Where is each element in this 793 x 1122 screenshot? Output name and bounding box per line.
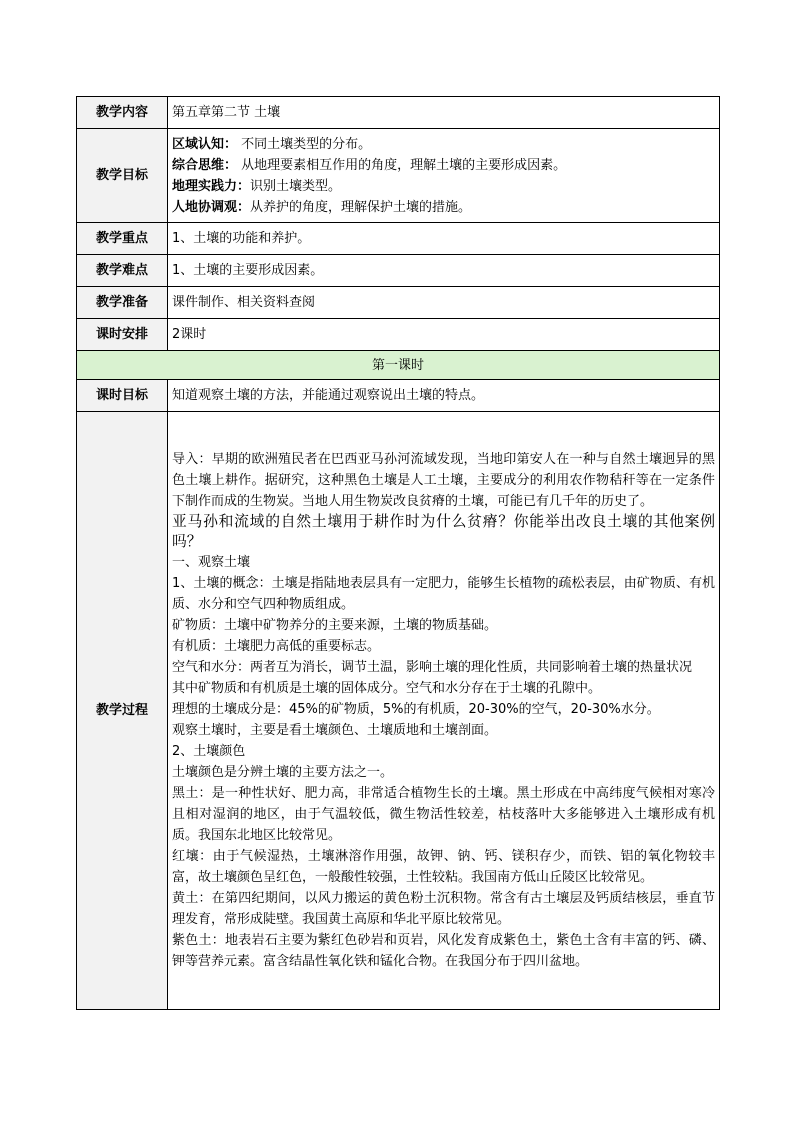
first-lesson-title: 第一课时 (77, 351, 720, 380)
label-teaching-content: 教学内容 (77, 97, 168, 129)
goal-item (172, 134, 715, 155)
label-lesson-goal: 课时目标 (77, 380, 168, 412)
goal-key: 地理实践力： (172, 178, 251, 194)
goal-key: 人地协调观： (172, 199, 251, 215)
process-paragraph: 导入：早期的欧洲殖民者在巴西亚马孙河流域发现，当地印第安人在一种与自然土壤迥异的黑色土壤上耕作。据研究，这种黑色土壤是人工土壤，主要成分的利用农作物秸秆等在一定条件下制作而成的生物炭。当地人用生物炭改良贫瘠的土壤，可能已有几千年的历史了。 (172, 452, 715, 510)
process-paragraph: 其中矿物质和有机质是土壤的固体成分。空气和水分存在于土壤的孔隙中。 (172, 680, 602, 696)
label-teaching-goals: 教学目标 (77, 129, 168, 223)
goal-text: 识别土壤类型。 (250, 178, 342, 194)
goal-item (172, 155, 715, 176)
process-paragraph: 有机质：土壤肥力高低的重要标志。 (172, 638, 381, 654)
goal-text: 不同土壤类型的分布。 (241, 136, 372, 152)
row-key-points (77, 223, 720, 255)
row-difficulties (77, 255, 720, 287)
process-paragraph: 观察土壤时，主要是看土壤颜色、土壤质地和土壤剖面。 (172, 722, 498, 738)
label-key-points: 教学重点 (77, 223, 168, 255)
value-lesson-goal: 知道观察土壤的方法，并能通过观察说出土壤的特点。 (168, 380, 720, 412)
process-paragraph: 空气和水分：两者互为消长，调节土温，影响土壤的理化性质，共同影响着土壤的热量状况 (172, 659, 693, 675)
process-paragraph: 红壤：由于气候湿热，土壤淋溶作用强，故钾、钠、钙、镁积存少，而铁、铝的氧化物较丰富，故土壤颜色呈红色，一般酸性较强，土性较粘。我国南方低山丘陵区比较常见。 (172, 848, 715, 885)
row-teaching-content (77, 97, 720, 129)
value-teaching-process (168, 412, 720, 1010)
row-teaching-goals (77, 129, 720, 223)
value-key-points: 1、土壤的功能和养护。 (168, 223, 720, 255)
label-schedule: 课时安排 (77, 319, 168, 351)
lesson-plan-table (76, 96, 720, 1010)
process-paragraph: 理想的土壤成分是：45%的矿物质，5%的有机质，20-30%的空气，20-30%水分。 (172, 701, 660, 717)
value-teaching-content: 第五章第二节 土壤 (168, 97, 720, 129)
value-difficulties: 1、土壤的主要形成因素。 (168, 255, 720, 287)
row-lesson-goal (77, 380, 720, 412)
label-preparation: 教学准备 (77, 287, 168, 319)
goal-item (172, 197, 715, 218)
process-paragraph: 一、观察土壤 (172, 554, 251, 570)
goal-key: 区域认知： (172, 136, 238, 152)
row-teaching-process (77, 412, 720, 1010)
value-teaching-goals (168, 129, 720, 223)
goal-item (172, 176, 715, 197)
process-paragraph: 亚马孙和流域的自然土壤用于耕作时为什么贫瘠？你能举出改良土壤的其他案例吗？ (172, 513, 715, 550)
goal-text: 从地理要素相互作用的角度，理解土壤的主要形成因素。 (241, 157, 567, 173)
label-teaching-process: 教学过程 (77, 412, 168, 1010)
row-schedule (77, 319, 720, 351)
process-paragraph: 土壤颜色是分辨土壤的主要方法之一。 (172, 764, 394, 780)
row-first-lesson (77, 351, 720, 380)
process-paragraph: 1、土壤的概念：土壤是指陆地表层具有一定肥力，能够生长植物的疏松表层，由矿物质、有机质、水分和空气四种物质组成。 (172, 575, 715, 612)
value-preparation: 课件制作、相关资料查阅 (168, 287, 720, 319)
row-preparation (77, 287, 720, 319)
process-paragraph: 矿物质：土壤中矿物养分的主要来源，土壤的物质基础。 (172, 617, 498, 633)
process-paragraph: 2、土壤颜色 (172, 743, 246, 759)
process-paragraph: 紫色土：地表岩石主要为紫红色砂岩和页岩，风化发育成紫色土，紫色土含有丰富的钙、磷、钾等营养元素。富含结晶性氧化铁和锰化合物。在我国分布于四川盆地。 (172, 932, 715, 969)
process-paragraph: 黄土：在第四纪期间，以风力搬运的黄色粉土沉积物。常含有古土壤层及钙质结核层，垂直节理发育，常形成陡壁。我国黄土高原和华北平原比较常见。 (172, 890, 715, 927)
value-schedule: 2课时 (168, 319, 720, 351)
goal-key: 综合思维： (172, 157, 238, 173)
label-difficulties: 教学难点 (77, 255, 168, 287)
goal-text: 从养护的角度，理解保护土壤的措施。 (250, 199, 472, 215)
process-paragraph: 黑土：是一种性状好、肥力高，非常适合植物生长的土壤。黑土形成在中高纬度气候相对寒冷且相对湿润的地区，由于气温较低，微生物活性较差，枯枝落叶大多能够进入土壤形成有机质。我国东北地区比较常见。 (172, 785, 715, 843)
